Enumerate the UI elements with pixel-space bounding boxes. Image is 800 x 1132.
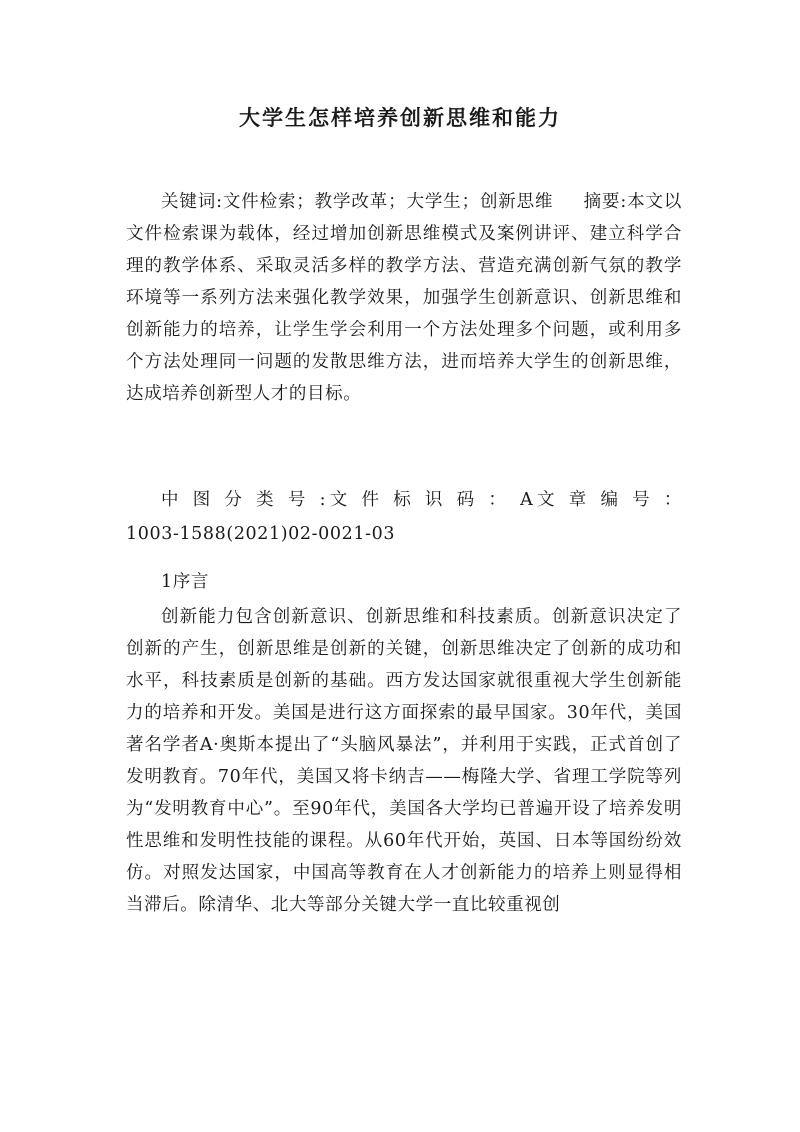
document-title: 大学生怎样培养创新思维和能力 (239, 105, 561, 130)
keywords-abstract-paragraph (126, 186, 682, 410)
body-paragraph: 创新能力包含创新意识、创新思维和科技素质。创新意识决定了创新的产生，创新思维是创新的关键，创新思维决定了创新的成功和水平，科技素质是创新的基础。西方发达国家就很重视大学生创新能力的培养和开发。美国是进行这方面探索的最早国家。30年代，美国著名学者A·奥斯本提出了“头脑风暴法”，并利用于实践，正式首创了发明教育。70年代，美国又将卡纳吉——梅隆大学、省理工学院等列为“发明教育中心”。至90年代，美国各大学均已普遍开设了培养发明性思维和发明性技能的课程。从60年代开始，英国、日本等国纷纷效仿。对照发达国家，中国高等教育在人才创新能力的培养上则显得相当滞后。除清华、北大等部分关键大学一直比较重视创 (126, 607, 682, 915)
abstract-text: 摘要:本文以文件检索课为载体，经过增加创新思维模式及案例讲评、建立科学合理的教学体系、采取灵活多样的教学方法、营造充满创新气氛的教学环境等一系列方法来强化教学效果，加强学生创新意识、创新思维和创新能力的培养，让学生学会利用一个方法处理多个问题，或利用多个方法处理同一问题的发散思维方法，进而培养大学生的创新思维，达成培养创新型人才的目标。 (126, 192, 682, 404)
article-code: 1003-1588(2021)02-0021-03 (126, 524, 396, 544)
classification-line: 中 图 分 类 号 :文 件 标 识 码 ： A文 章 编 号 ： (161, 490, 682, 510)
keywords-text: 关键词:文件检索；教学改革；大学生；创新思维 (161, 192, 554, 212)
section-heading: 1序言 (161, 572, 209, 592)
